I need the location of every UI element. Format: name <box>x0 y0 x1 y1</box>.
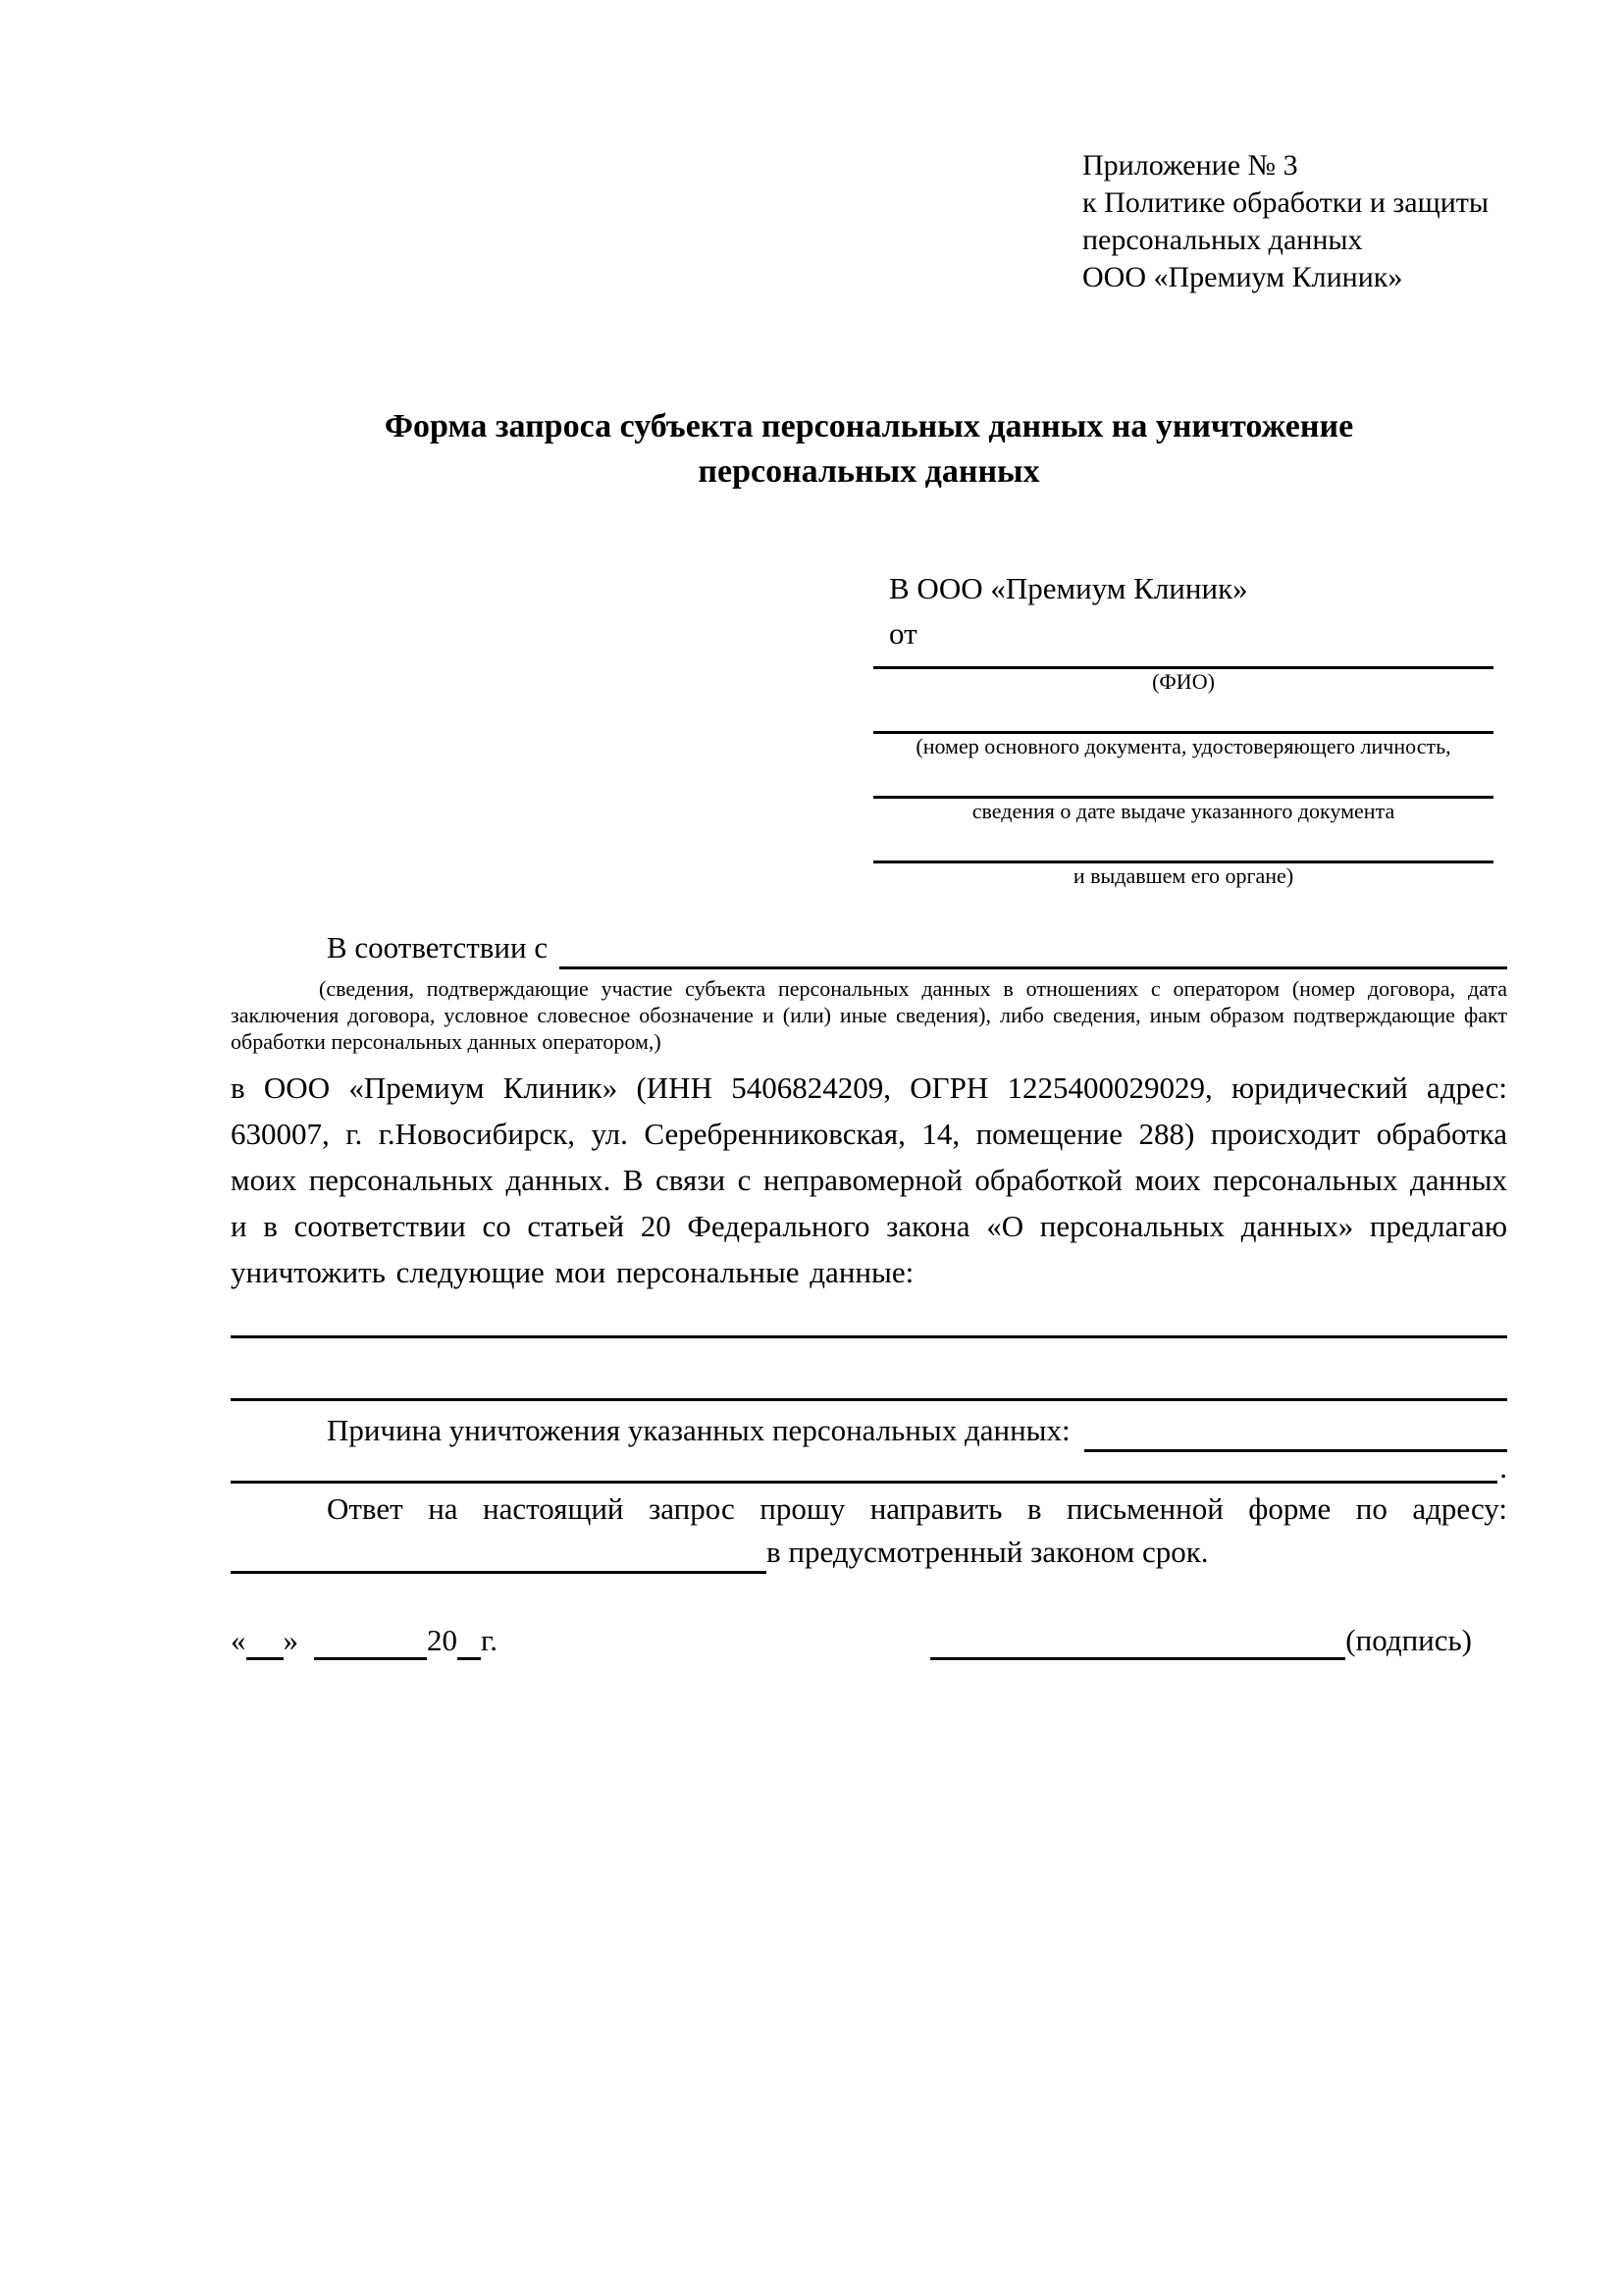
annex-line-3: персональных данных <box>1082 224 1363 256</box>
signature-caption: (подпись) <box>1345 1623 1472 1657</box>
main-statement: в ООО «Премиум Клиник» (ИНН 5406824209, ОГРН 1225400029029, юридический адрес: 630007, г. г.Новосибирск, ул. Серебренниковская, 14, помещение 288) происходит обработка моих персональных данных. В связи с неправомерной обработкой моих персональных данных и в соответствии со статьей 20 Федерального закона «О персональных данных» предлагаю уничтожить следующие мои персональные данные: <box>231 1070 1507 1289</box>
fio-input-line <box>873 653 1493 669</box>
addressee-from-label: от <box>889 616 917 651</box>
addressee-block <box>873 569 1493 889</box>
reason-label: Причина уничтожения указанных персональных данных: <box>327 1413 1071 1447</box>
page-title: Форма запроса субъекта персональных данных на уничтожение персональных данных <box>384 408 1354 490</box>
issue-date-input-line <box>873 759 1493 799</box>
reason-input-line <box>1084 1415 1507 1452</box>
reason-continuation-line <box>231 1454 1497 1484</box>
fio-caption: (ФИО) <box>1152 669 1215 694</box>
issuing-authority-caption: и выдавшем его органе) <box>1073 863 1294 888</box>
issue-date-caption: сведения о дате выдаче указанного документа <box>971 799 1395 823</box>
accordance-input-line <box>559 932 1507 969</box>
date-year-suffix: г. <box>481 1623 497 1657</box>
personal-data-blank-line-1 <box>231 1295 1507 1338</box>
accordance-row <box>231 926 1507 969</box>
date-close-quote: » <box>283 1623 298 1657</box>
date-month-line <box>314 1631 427 1660</box>
reason-continuation-row <box>231 1452 1507 1484</box>
date-signature-row <box>231 1621 1507 1660</box>
signature-line <box>930 1627 1345 1660</box>
reason-row <box>231 1409 1507 1452</box>
date-group <box>231 1621 497 1660</box>
annex-note <box>1082 147 1507 296</box>
address-input-line <box>231 1537 766 1574</box>
date-year-line <box>457 1631 481 1660</box>
response-request: Ответ на настоящий запрос прошу направить в письменной форме по адресу: <box>327 1491 1507 1526</box>
annex-line-4: ООО «Премиум Клиник» <box>1082 261 1403 293</box>
personal-data-blank-line-2 <box>231 1338 1507 1401</box>
doc-number-input-line <box>873 695 1493 734</box>
accordance-label: В соответствии с <box>327 930 549 965</box>
annex-line-2: к Политике обработки и защиты <box>1082 186 1490 219</box>
addressee-org: В ООО «Премиум Клиник» <box>889 571 1248 605</box>
date-open-quote: « <box>231 1623 246 1657</box>
signature-group <box>930 1621 1472 1660</box>
date-century: 20 <box>427 1623 457 1657</box>
basis-note: (сведения, подтверждающие участие субъекта персональных данных в отношениях с оператором (номер договора, дата заключения договора, условное словесное обозначение и (или) иные сведения), либо сведения, иным образом подтверждающие факт обработки персональных данных оператором,) <box>231 976 1507 1054</box>
annex-line-1: Приложение № 3 <box>1082 149 1298 182</box>
address-row <box>231 1531 1507 1574</box>
doc-number-caption: (номер основного документа, удостоверяющего личность, <box>916 734 1451 758</box>
reason-period: . <box>1499 1450 1507 1485</box>
deadline-text: в предусмотренный законом срок. <box>766 1535 1209 1569</box>
date-day-line <box>246 1631 284 1660</box>
issuing-authority-input-line <box>873 824 1493 863</box>
